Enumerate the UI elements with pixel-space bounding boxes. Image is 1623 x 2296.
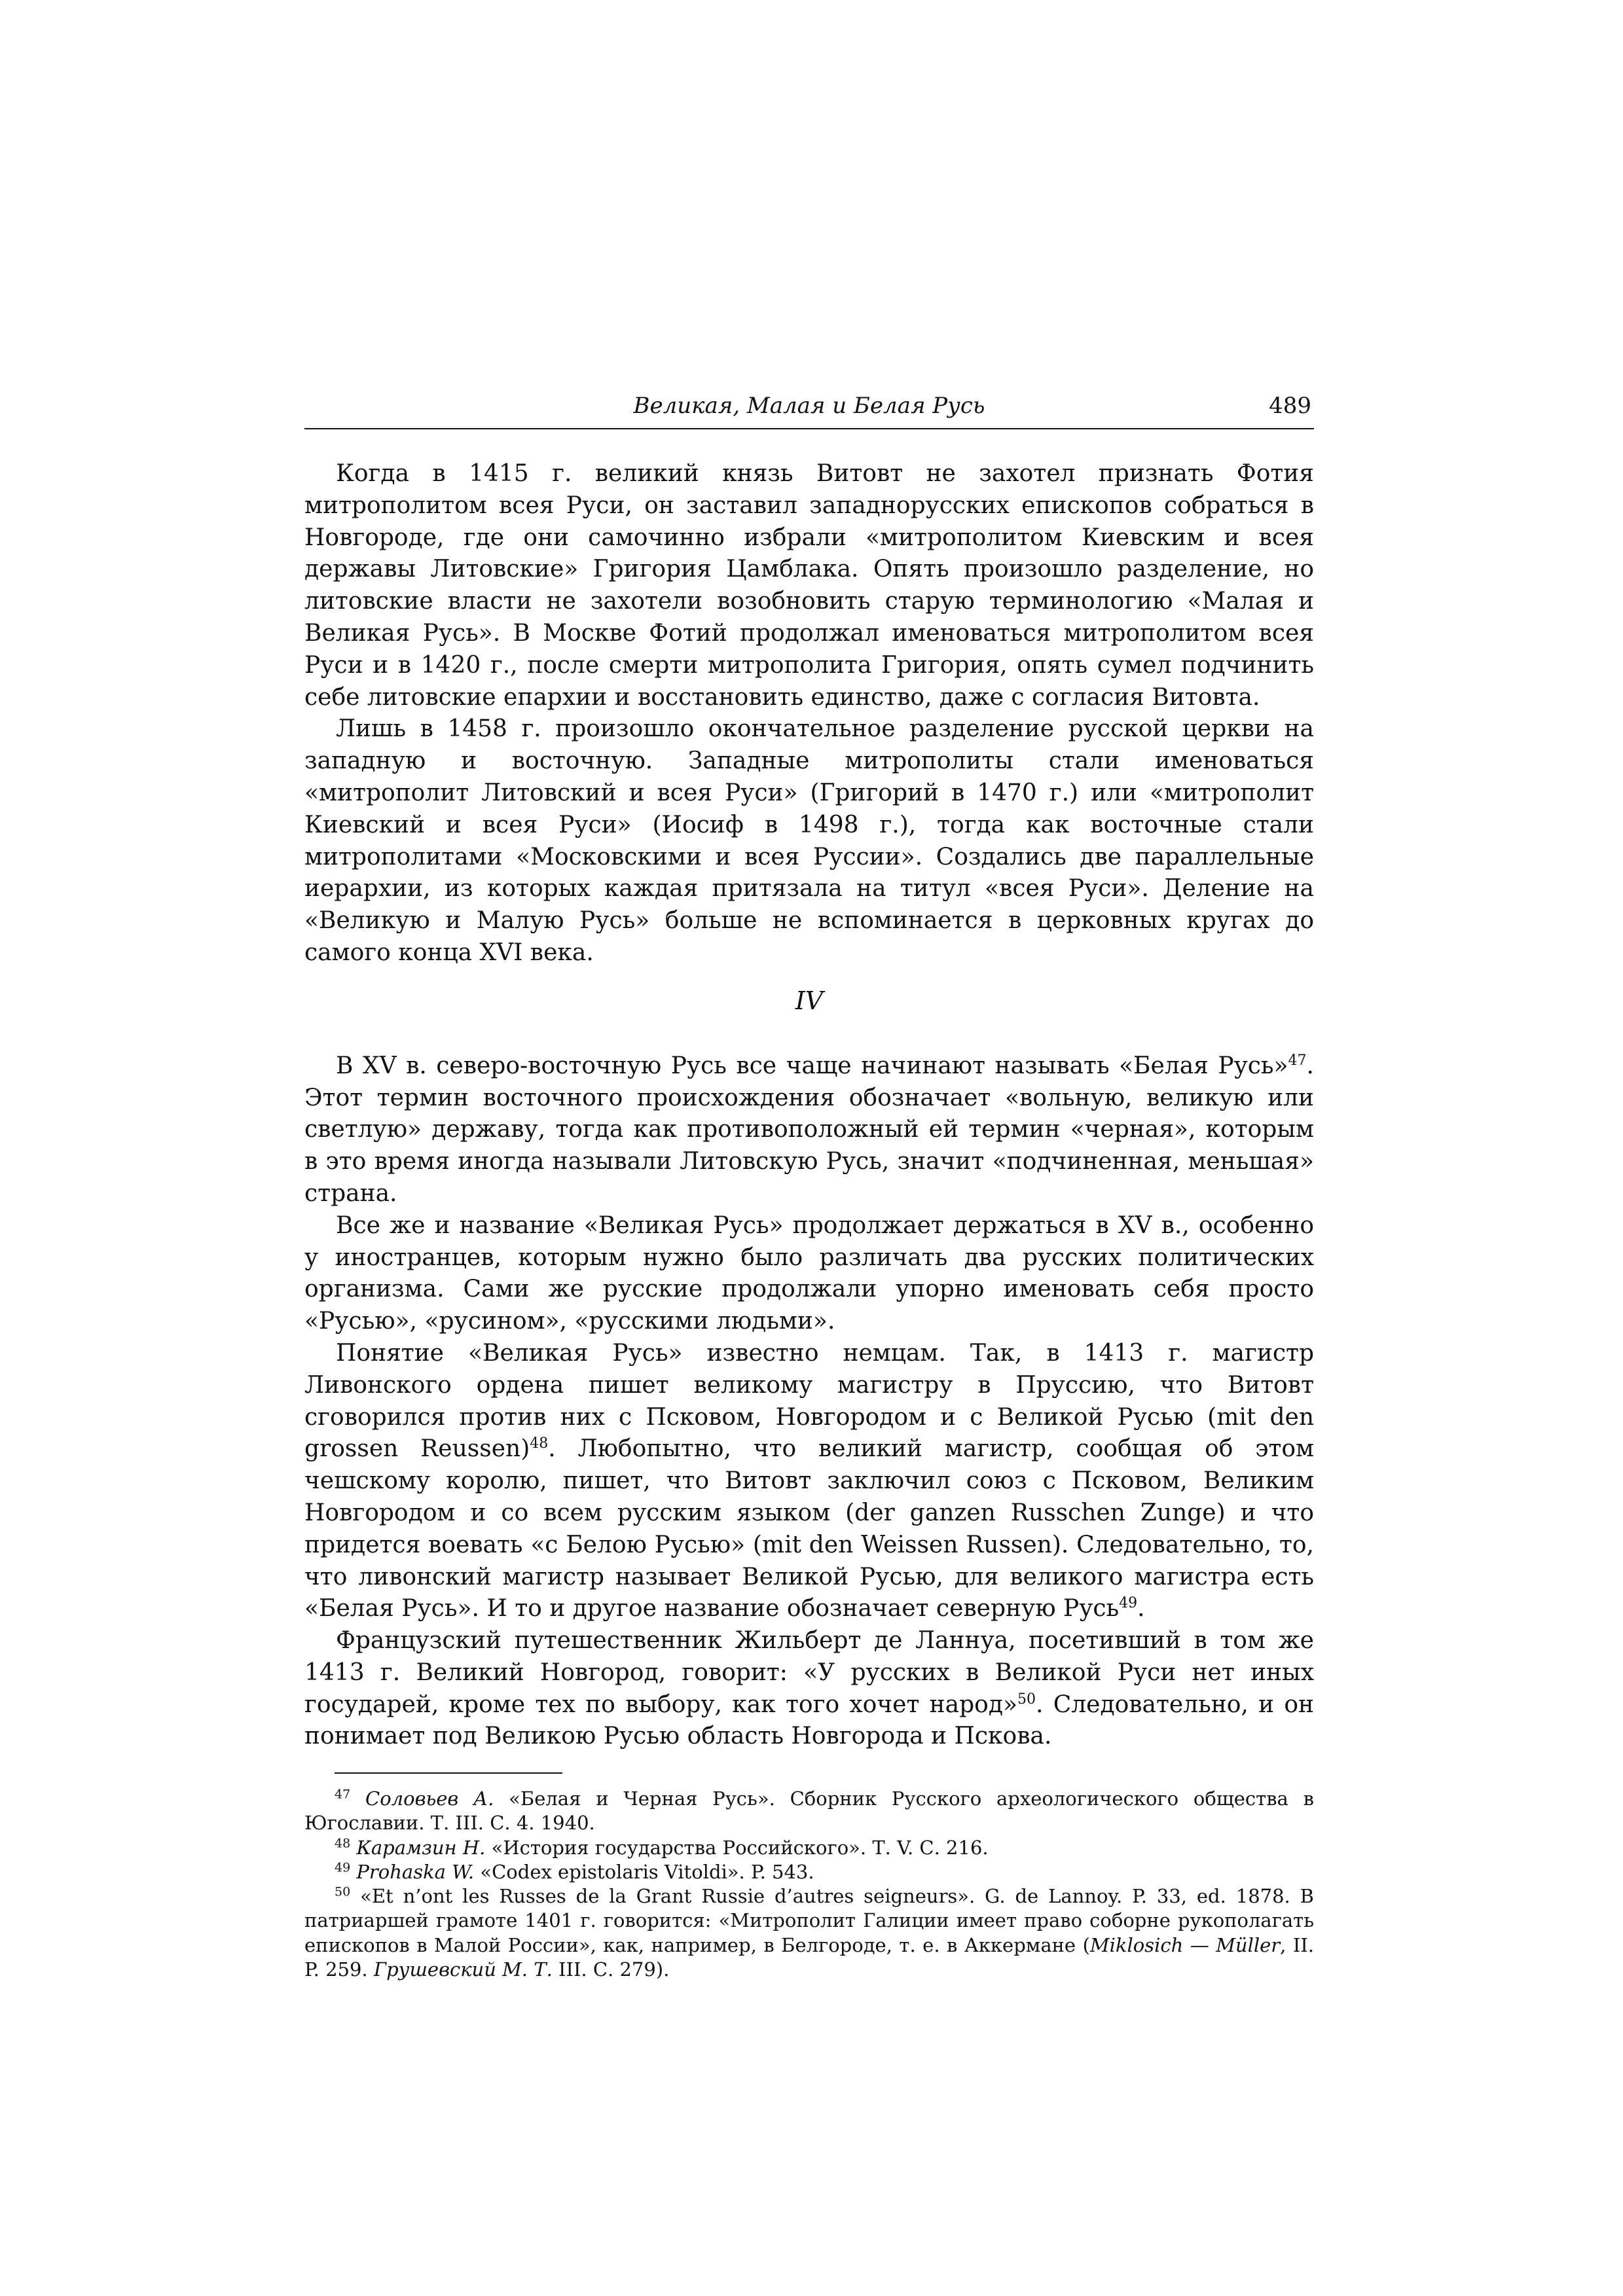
footnote: $^{48}$ Карамзин Н. «История государства Российского». Т. V. С. 216. [335, 1836, 989, 1859]
footnotes [304, 1787, 1314, 1982]
paragraph: Французский путешественник Жильберт де Ланнуа, посетивший в том же 1413 г. Великий Новгород, говорит: «У русских в Великой Руси нет иных государей, кроме тех по выбору, как того хочет народ»$^{50}$. Следовательно, и он понимает под Великою Русью область Новгорода и Пскова. [304, 1627, 1314, 1750]
running-title: Великая, Малая и Белая Русь [633, 393, 985, 419]
running-header [304, 387, 1314, 429]
book-page [304, 387, 1314, 1982]
footnote-ref[interactable]: 48 [530, 1435, 549, 1452]
footnote: $^{47}$ Соловьев А. «Белая и Черная Русь». Сборник Русского археологического общества в Югославии. Т. III. С. 4. 1940. [304, 1787, 1314, 1835]
paragraph: В XV в. северо-восточную Русь все чаще начинают называть «Белая Русь»$^{47}$. Этот термин восточного происхождения обозначает «вольную, великую или светлую» державу, тогда как противоположный ей термин «черная», которым в это время иногда называли Литовскую Русь, значит «подчиненная, меньшая» страна. [304, 1052, 1314, 1207]
paragraph: Понятие «Великая Русь» известно немцам. Так, в 1413 г. магистр Ливонского ордена пишет великому магистру в Пруссию, что Витовт сговорился против них с Псковом, Новгородом и с Великой Русью (mit den grossen Reussen)$^{48}$. Любопытно, что великий магистр, сообщая об этом чешскому королю, пишет, что Витовт заключил союз с Псковом, Великим Новгородом и со всем русским языком (der ganzen Russchen Zunge) и что придется воевать «с Белою Русью» (mit den Weissen Russen). Следовательно, то, что ливонский магистр называет Великой Русью, для великого магистра есть «Белая Русь». И то и другое название обозначает северную Русь$^{49}$. [304, 1339, 1314, 1623]
page-number: 489 [1269, 393, 1311, 419]
footnote-ref[interactable]: 47 [1288, 1052, 1307, 1069]
paragraph: Когда в 1415 г. великий князь Витовт не захотел признать Фотия митрополитом всея Руси, он заставил западнорусских епископов собраться в Новгороде, где они самочинно избрали «митрополитом Киевским и всея державы Литовские» Григория Цамблака. Опять произошло разделение, но литовские власти не захотели возобновить старую терминологию «Малая и Великая Русь». В Москве Фотий продолжал именоваться митрополитом всея Руси и в 1420 г., после смерти митрополита Григория, опять сумел подчинить себе литовские епархии и восстановить единство, даже с согласия Витовта. [304, 460, 1314, 711]
footnote-ref[interactable]: 50 [1017, 1691, 1036, 1708]
footnote-ref[interactable]: 49 [1119, 1595, 1138, 1612]
footnote: $^{50}$ «Et n’ont les Russes de la Grant Russie d’autres seigneurs». G. de Lannoy. P. 33, ed. 1878. В патриаршей грамоте 1401 г. говорится: «Митрополит Галиции имеет право соборне рукополагать епископов в Малой России», как, например, в Белгороде, т. е. в Аккермане (Miklosich — Müller, II. P. 259. Грушевский М. Т. III. С. 279). [304, 1884, 1314, 1981]
footnote: $^{49}$ Prohaska W. «Codex epistolaris Vitoldi». P. 543. [335, 1860, 814, 1883]
main-text [304, 458, 1314, 1753]
footnote-divider [335, 1772, 562, 1774]
paragraph: Все же и название «Великая Русь» продолжает держаться в XV в., особенно у иностранцев, которым нужно было различать два русских политических организма. Сами же русские продолжали упорно именовать себя просто «Русью», «русином», «русскими людьми». [304, 1211, 1314, 1335]
section-number: IV [795, 986, 824, 1015]
paragraph: Лишь в 1458 г. произошло окончательное разделение русской церкви на западную и восточную. Западные митрополиты стали именоваться «митрополит Литовский и всея Руси» (Григорий в 1470 г.) или «митрополит Киевский и всея Руси» (Иосиф в 1498 г.), тогда как восточные стали митрополитами «Московскими и всея Руссии». Создались две параллельные иерархии, из которых каждая притязала на титул «всея Руси». Деление на «Великую и Малую Русь» больше не вспоминается в церковных кругах до самого конца XVI века. [304, 715, 1314, 966]
